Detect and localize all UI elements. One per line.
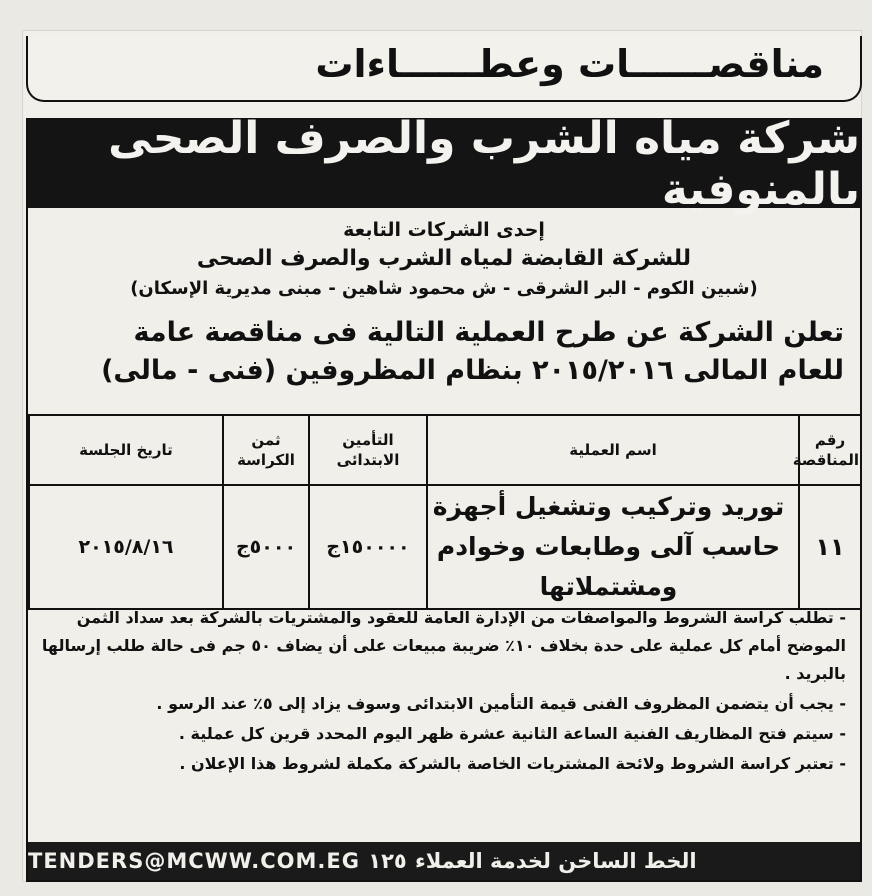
intro-line-1: إحدى الشركات التابعة	[343, 219, 545, 241]
table-header-row	[29, 415, 861, 485]
header-operation: اسم العملية	[427, 415, 799, 485]
note-item: - تطلب كراسة الشروط والمواصفات من الإدارة العامة للعقود والمشتريات بالشركة بعد سداد الثمن الموضح أمام كل عملية على حدة بخلاف ١٠٪ ضريبة مبيعات على أن يضاف ٥٠ جم فى حالة طلب إرسالها بالبريد .	[41, 608, 846, 683]
header-session-date: تاريخ الجلسة	[29, 415, 223, 485]
newspaper-clipping	[22, 30, 862, 882]
company-intro	[28, 216, 860, 304]
terms-notes	[40, 604, 846, 780]
cell-session-date: ٢٠١٥/٨/١٦	[29, 485, 223, 609]
header-insurance: التأمين الابتدائى	[309, 415, 427, 485]
cell-booklet-price: ٥٠٠٠ج	[223, 485, 309, 609]
hotline-number: ١٢٥	[368, 849, 407, 873]
tender-table	[28, 414, 862, 610]
cell-insurance: ١٥٠٠٠٠ج	[309, 485, 427, 609]
announcement	[44, 314, 844, 390]
company-name: شركة مياه الشرب والصرف الصحى بالمنوفية	[108, 113, 860, 215]
tender-advertisement	[26, 113, 862, 882]
cell-number: ١١	[799, 485, 861, 609]
note-item: - تعتبر كراسة الشروط ولائحة المشتريات الخاصة بالشركة مكملة لشروط هذا الإعلان .	[179, 754, 846, 773]
announcement-line-2: للعام المالى ٢٠١٥/٢٠١٦ بنظام المظروفين (فنى - مالى)	[101, 355, 844, 386]
hotline-bar	[28, 842, 860, 880]
hotline-label: الخط الساخن لخدمة العملاء	[415, 849, 697, 873]
company-banner	[28, 113, 860, 215]
note-item: - يجب أن يتضمن المظروف الفنى قيمة التأمين الابتدائى وسوف يزاد إلى ٥٪ عند الرسو .	[156, 694, 846, 713]
hotline-email[interactable]: TENDERS@MCWW.COM.EG	[28, 849, 360, 873]
section-title: مناقصــــــات وعطــــــاءات	[315, 42, 824, 86]
cell-operation: توريد وتركيب وتشغيل أجهزة حاسب آلى وطابعات وخوادم ومشتملاتها	[427, 485, 799, 609]
intro-line-2: للشركة القابضة لمياه الشرب والصرف الصحى	[196, 246, 692, 271]
table-row	[29, 485, 861, 609]
section-header	[26, 36, 862, 102]
header-number: رقم المناقصة	[799, 415, 861, 485]
header-booklet-price: ثمن الكراسة	[223, 415, 309, 485]
announcement-line-1: تعلن الشركة عن طرح العملية التالية فى مناقصة عامة	[133, 317, 844, 348]
company-address: (شبين الكوم - البر الشرقى - ش محمود شاهين - مبنى مديرية الإسكان)	[130, 278, 758, 299]
note-item: - سيتم فتح المظاريف الفنية الساعة الثانية عشرة ظهر اليوم المحدد قرين كل عملية .	[178, 724, 846, 743]
